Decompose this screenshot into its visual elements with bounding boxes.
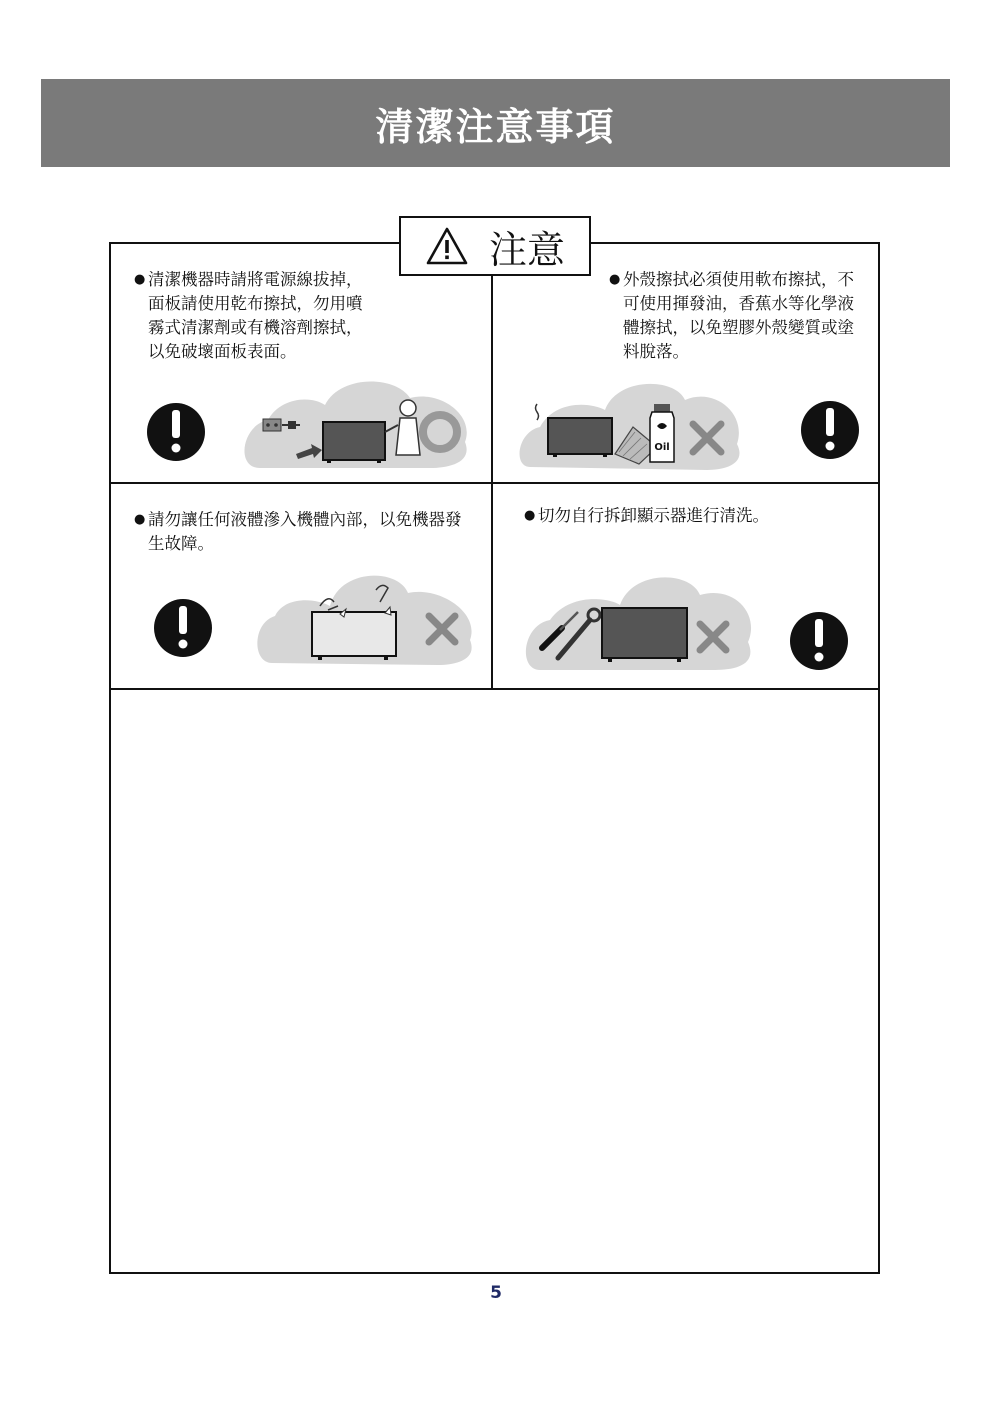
oil-bottle-icon: [650, 404, 674, 462]
note-2: [609, 268, 854, 364]
note-1-line-1: 清潔機器時請將電源線拔掉，: [148, 270, 363, 289]
illustration-no-disassembly: [520, 570, 865, 676]
note-3-line-2: 生故障。: [148, 534, 214, 553]
tv-display-icon: [602, 608, 687, 662]
bullet: ●: [524, 508, 536, 523]
illustration-no-liquid: [140, 568, 485, 670]
warning-triangle-icon: [425, 226, 469, 266]
exclamation-circle-icon: [147, 403, 205, 461]
divider-vertical: [491, 243, 493, 689]
tv-display-icon: [548, 418, 612, 457]
illustration-unplug-and-wipe: [140, 370, 480, 475]
note-1-line-4: 以免破壞面板表面。: [148, 342, 297, 361]
note-2-line-3: 體擦拭，以免塑膠外殼變質或塗: [623, 318, 854, 337]
note-1-line-3: 霧式清潔劑或有機溶劑擦拭，: [148, 318, 363, 337]
page-number: 5: [490, 1283, 502, 1303]
note-2-line-1: 外殼擦拭必須使用軟布擦拭，不: [623, 270, 854, 289]
note-4-line-1: 切勿自行拆卸顯示器進行清洗。: [538, 506, 769, 525]
exclamation-circle-icon: [801, 401, 859, 459]
note-4: [524, 504, 769, 528]
divider-horizontal-2: [110, 688, 878, 690]
bullet: ●: [134, 272, 146, 287]
tv-display-icon: [312, 612, 396, 660]
caution-text: 注意: [488, 227, 565, 272]
note-1: [134, 268, 363, 364]
page-title: 清潔注意事項: [375, 104, 616, 149]
oil-label: Oil: [654, 442, 670, 453]
note-3-line-1: 請勿讓任何液體滲入機體內部，以免機器發: [148, 510, 462, 529]
exclamation-circle-icon: [154, 599, 212, 657]
divider-horizontal-1: [110, 482, 878, 484]
note-2-line-4: 料脫落。: [623, 342, 689, 361]
tv-display-icon: [323, 422, 385, 463]
exclamation-circle-icon: [790, 612, 848, 670]
note-2-line-2: 可使用揮發油，香蕉水等化學液: [623, 294, 854, 313]
illustration-no-solvents: [515, 372, 865, 477]
bullet: ●: [609, 272, 621, 287]
bullet: ●: [134, 512, 146, 527]
caution-label-box: [399, 216, 591, 276]
note-1-line-2: 面板請使用乾布擦拭，勿用噴: [148, 294, 363, 313]
note-3: [134, 508, 462, 556]
title-banner: [41, 79, 950, 167]
